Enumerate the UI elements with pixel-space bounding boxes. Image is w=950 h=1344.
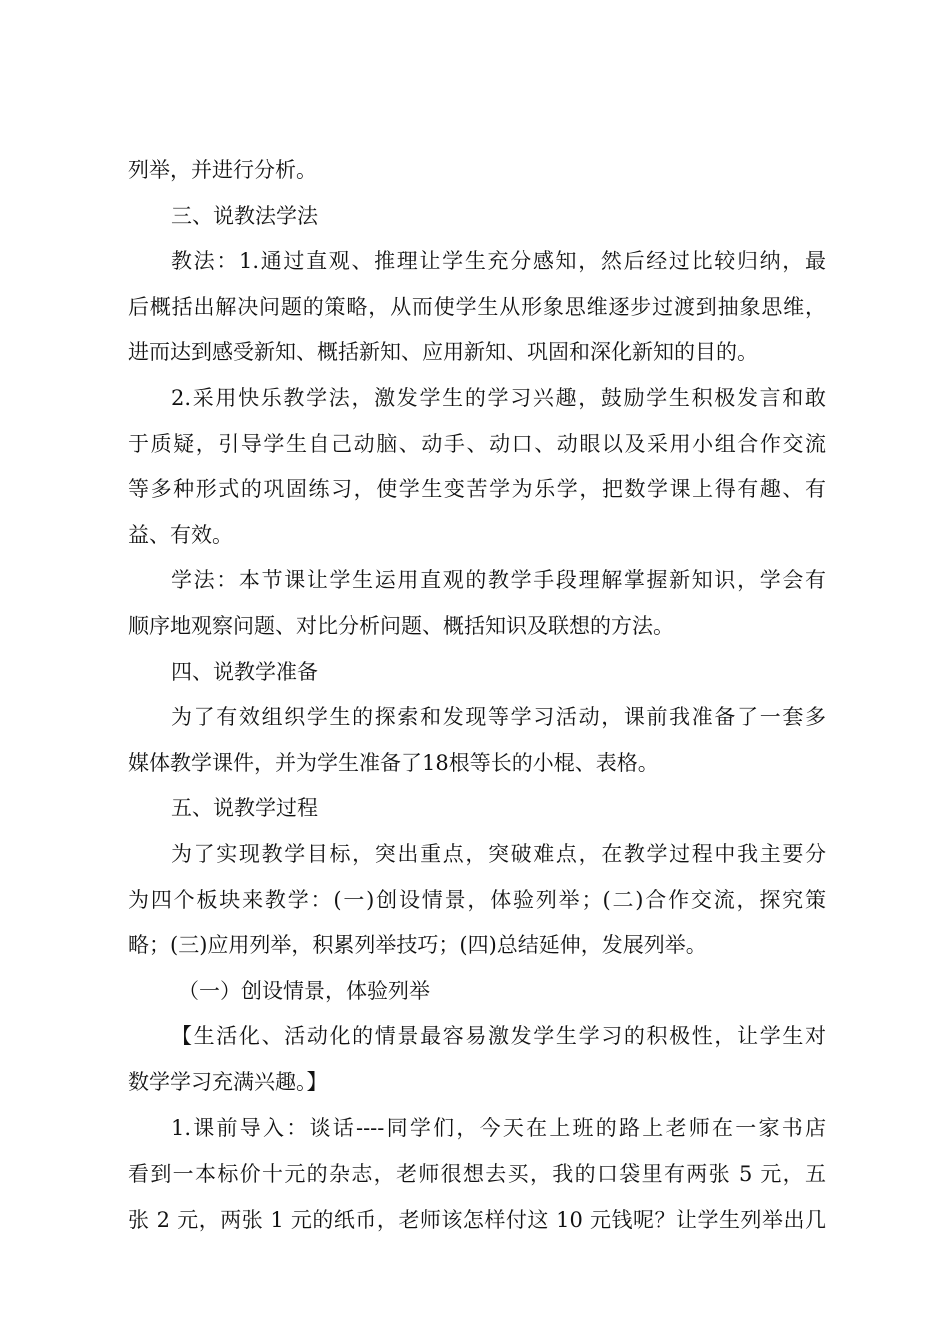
text-line: 数学学习充满兴趣。】 bbox=[128, 1069, 328, 1094]
text-line: 学法：本节课让学生运用直观的教学手段理解掌握新知识，学会有 bbox=[171, 568, 826, 593]
section-heading: 三、说教法学法 bbox=[171, 203, 318, 228]
text-line: 1.课前导入：谈话----同学们，今天在上班的路上老师在一家书店 bbox=[171, 1116, 826, 1141]
section-heading: 四、说教学准备 bbox=[171, 659, 318, 684]
text-line: 等多种形式的巩固练习，使学生变苦学为乐学，把数学课上得有趣、有 bbox=[128, 477, 826, 502]
text-line: 为四个板块来教学：(一)创设情景，体验列举；(二)合作交流，探究策 bbox=[128, 887, 826, 912]
section-heading: 五、说教学过程 bbox=[171, 796, 318, 821]
text-line: 为了实现教学目标，突出重点，突破难点，在教学过程中我主要分 bbox=[171, 841, 826, 866]
text-line: 顺序地观察问题、对比分析问题、概括知识及联想的方法。 bbox=[128, 613, 674, 638]
text-line: 后概括出解决问题的策略，从而使学生从形象思维逐步过渡到抽象思维， bbox=[128, 294, 826, 319]
text-line: 进而达到感受新知、概括新知、应用新知、巩固和深化新知的目的。 bbox=[128, 340, 758, 365]
text-line: 为了有效组织学生的探索和发现等学习活动，课前我准备了一套多 bbox=[171, 705, 826, 730]
text-line: 略；(三)应用列举，积累列举技巧；(四)总结延伸，发展列举。 bbox=[128, 933, 707, 958]
text-line: 媒体教学课件，并为学生准备了18根等长的小棍、表格。 bbox=[128, 750, 659, 775]
text-line: 列举，并进行分析。 bbox=[128, 158, 317, 182]
text-line: 益、有效。 bbox=[128, 522, 233, 547]
text-line: 于质疑，引导学生自己动脑、动手、动口、动眼以及采用小组合作交流 bbox=[128, 431, 826, 456]
text-line: 看到一本标价十元的杂志，老师很想去买，我的口袋里有两张 5 元，五 bbox=[128, 1162, 826, 1187]
text-line: 教法：1.通过直观、推理让学生充分感知，然后经过比较归纳，最 bbox=[171, 249, 826, 274]
document-body bbox=[128, 148, 826, 1243]
subsection-heading: （一）创设情景，体验列举 bbox=[178, 978, 430, 1003]
text-line: 【生活化、活动化的情景最容易激发学生学习的积极性，让学生对 bbox=[171, 1024, 826, 1049]
text-line: 2.采用快乐教学法，激发学生的学习兴趣，鼓励学生积极发言和敢 bbox=[171, 385, 826, 410]
text-line: 张 2 元，两张 1 元的纸币，老师该怎样付这 10 元钱呢？让学生列举出几 bbox=[128, 1207, 826, 1232]
